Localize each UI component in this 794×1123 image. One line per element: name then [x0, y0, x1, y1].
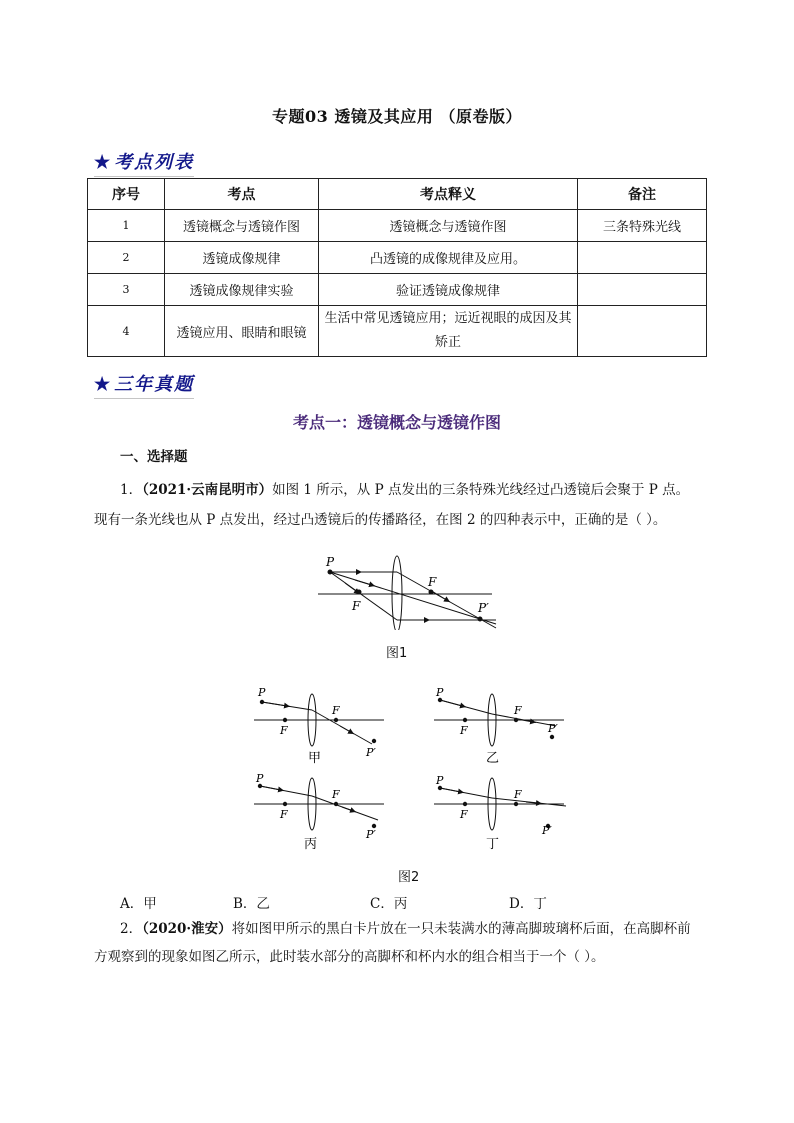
question-1-line-2: 现有一条光线也从 P 点发出，经过凸透镜后的传播路径，在图 2 的四种表示中，正确的是（ ）。	[94, 512, 667, 528]
figure-2-panel-bing	[250, 772, 390, 852]
option-d: D．丁	[509, 896, 547, 912]
page-title: 专题03 透镜及其应用 （原卷版）	[272, 107, 522, 126]
table-cell: 透镜成像规律实验	[165, 274, 319, 306]
star-icon: ★	[94, 374, 113, 395]
table-row	[88, 274, 707, 306]
panel-name: 丁	[486, 837, 500, 852]
question-type-heading: 一、选择题	[120, 449, 188, 465]
question-2-line-1	[120, 915, 691, 943]
section-header-past-exams	[94, 370, 194, 396]
figure-label: P′	[478, 601, 489, 615]
question-text: 将如图甲所示的黑白卡片放在一只未装满水的薄高脚玻璃杯后面，在高脚杯前	[231, 921, 691, 937]
figure-1-caption: 图1	[386, 646, 408, 661]
question-2-line-2: 方观察到的现象如图乙所示，此时装水部分的高脚杯和杯内水的组合相当于一个（ ）。	[94, 949, 605, 965]
figure-label: F	[514, 788, 522, 801]
question-text: 如图 1 所示，从 P 点发出的三条特殊光线经过凸透镜后会聚于 P 点。	[272, 482, 690, 498]
table-header-cell: 序号	[88, 179, 165, 210]
figure-label: F	[352, 599, 361, 613]
figure-label: F	[332, 704, 340, 717]
table-cell: 透镜应用、眼睛和眼镜	[165, 306, 319, 357]
figure-label: P′	[548, 722, 558, 735]
section-header-topic-list	[94, 148, 194, 174]
figure-label: P′	[366, 828, 376, 841]
question-number: 1．	[120, 482, 143, 498]
figure-label: F	[280, 808, 288, 821]
panel-name: 乙	[486, 751, 500, 766]
table-header-cell: 考点释义	[319, 179, 578, 210]
table-cell: 透镜概念与透镜作图	[319, 210, 578, 242]
star-icon: ★	[94, 152, 113, 173]
section-header-label: 考点列表	[114, 152, 195, 173]
figure-2-panel-ding	[430, 772, 570, 852]
table-cell: 凸透镜的成像规律及应用。	[319, 242, 578, 274]
question-source: （2021·云南昆明市）	[142, 482, 273, 498]
table-cell: 3	[88, 274, 165, 306]
topic-subtitle: 考点一：透镜概念与透镜作图	[292, 413, 501, 432]
panel-name: 甲	[308, 751, 322, 766]
table-row	[88, 242, 707, 274]
option-b: B．乙	[233, 896, 270, 912]
figure-2-panel-yi	[430, 686, 570, 766]
table-row	[88, 306, 707, 357]
figure-label: P′	[366, 746, 376, 759]
section-header-label: 三年真题	[114, 374, 195, 395]
figure-label: F	[280, 724, 288, 737]
table-cell: 验证透镜成像规律	[319, 274, 578, 306]
figure-label: P	[326, 555, 335, 569]
option-a: A．甲	[120, 896, 157, 912]
question-source: （2020·淮安）	[142, 921, 232, 937]
figure-1-diagram	[300, 550, 510, 630]
question-number: 2．	[120, 921, 143, 937]
topic-table	[87, 178, 707, 357]
figure-label: F	[460, 724, 468, 737]
table-header-cell: 考点	[165, 179, 319, 210]
table-cell	[578, 306, 707, 357]
option-c: C．丙	[370, 896, 408, 912]
figure-2-panel-jia	[250, 686, 390, 766]
figure-label: P	[436, 686, 444, 699]
figure-label: F	[460, 808, 468, 821]
table-cell: 三条特殊光线	[578, 210, 707, 242]
table-cell: 生活中常见透镜应用；远近视眼的成因及其矫正	[319, 306, 578, 357]
table-header-row	[88, 179, 707, 210]
figure-label: F	[428, 575, 437, 589]
figure-label: F	[332, 788, 340, 801]
figure-label: P	[256, 772, 264, 785]
figure-2-caption: 图2	[398, 870, 420, 885]
figure-label: F	[514, 704, 522, 717]
figure-label: P′	[542, 824, 552, 837]
table-cell: 透镜成像规律	[165, 242, 319, 274]
section-underline	[94, 176, 194, 177]
figure-label: P	[258, 686, 266, 699]
table-cell: 1	[88, 210, 165, 242]
question-1-line-1	[120, 476, 720, 504]
table-row	[88, 210, 707, 242]
table-cell: 透镜概念与透镜作图	[165, 210, 319, 242]
table-cell: 4	[88, 306, 165, 357]
section-underline	[94, 398, 194, 399]
table-cell: 2	[88, 242, 165, 274]
table-cell	[578, 274, 707, 306]
table-cell	[578, 242, 707, 274]
figure-label: P	[436, 774, 444, 787]
table-header-cell: 备注	[578, 179, 707, 210]
panel-name: 丙	[304, 837, 318, 852]
